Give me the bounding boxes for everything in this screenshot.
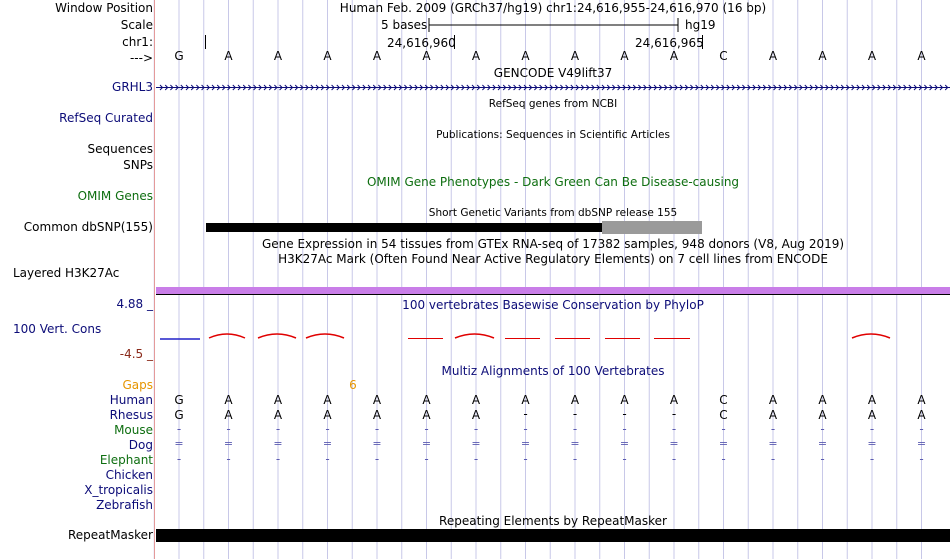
reference-base: G: [174, 49, 184, 63]
alignment-base: -: [622, 422, 627, 436]
alignment-base: =: [916, 437, 927, 450]
phylop-positive-peak: [258, 334, 296, 338]
alignment-base: =: [273, 437, 283, 450]
alignment-base: -: [473, 452, 479, 466]
track-title-refseq: RefSeq genes from NCBI: [488, 98, 618, 110]
reference-base: A: [521, 49, 530, 63]
alignment-base: =: [718, 437, 729, 450]
alignment-base: -: [523, 422, 528, 436]
species-label-zebrafish[interactable]: Zebrafish: [96, 498, 153, 512]
reference-base: A: [570, 49, 580, 63]
alignment-base: A: [867, 408, 877, 422]
reference-base: A: [669, 49, 679, 63]
alignment-base: A: [917, 393, 926, 407]
alignment-base: -: [671, 422, 677, 436]
alignment-base: -: [424, 452, 429, 466]
alignment-base: =: [570, 437, 580, 450]
phylop-positive-peak: [852, 334, 890, 338]
alignment-base: =: [768, 437, 778, 450]
alignment-base: -: [523, 452, 528, 466]
scale-label: Scale: [120, 18, 153, 32]
alignment-base: A: [372, 393, 382, 407]
track-label-grhl3[interactable]: GRHL3: [112, 80, 153, 94]
phylop-positive-peak: [455, 334, 494, 338]
reference-base: A: [867, 49, 877, 63]
track-title-omim: OMIM Gene Phenotypes - Dark Green Can Be Disease-causing: [366, 175, 740, 189]
phylop-max-label: 4.88 _: [116, 297, 153, 311]
reference-base: A: [768, 49, 778, 63]
alignment-base: A: [273, 408, 283, 422]
track-label-100-vert-cons[interactable]: 100 Vert. Cons: [13, 322, 102, 336]
gaps-label: Gaps: [122, 378, 153, 392]
reference-base: A: [372, 49, 382, 63]
reference-base: A: [422, 49, 431, 63]
alignment-base: -: [176, 452, 182, 466]
alignment-base: G: [174, 393, 184, 407]
window-position-text: Human Feb. 2009 (GRCh37/hg19) chr1:24,616,955-24,616,970 (16 bp): [339, 1, 767, 15]
alignment-base: =: [471, 437, 481, 450]
alignment-base: =: [223, 437, 234, 450]
alignment-base: A: [273, 393, 283, 407]
alignment-base: =: [421, 437, 432, 450]
alignment-base: C: [719, 408, 728, 422]
alignment-base: G: [174, 408, 184, 422]
track-title-multiz: Multiz Alignments of 100 Vertebrates: [441, 364, 665, 378]
alignment-base: A: [224, 393, 233, 407]
track-title-gtex: Gene Expression in 54 tissues from GTEx RNA-seq of 17382 samples, 948 donors (V8, Aug 2019): [261, 237, 845, 251]
track-label-snps[interactable]: SNPs: [123, 158, 153, 172]
reference-base: A: [273, 49, 283, 63]
alignment-base: -: [523, 407, 528, 421]
alignment-base: -: [374, 422, 380, 436]
alignment-base: -: [820, 422, 825, 436]
h3k27ac-signal: [156, 287, 950, 294]
reference-base: C: [719, 49, 728, 63]
alignment-base: -: [325, 422, 330, 436]
phylop-positive-peak: [306, 334, 344, 338]
track-title-phylop: 100 vertebrates Basewise Conservation by PhyloP: [402, 298, 704, 312]
species-label-x_tropicalis[interactable]: X_tropicalis: [84, 483, 153, 497]
track-title-repeatmasker: Repeating Elements by RepeatMasker: [439, 514, 667, 528]
species-label-human[interactable]: Human: [109, 393, 153, 407]
species-label-dog[interactable]: Dog: [128, 438, 153, 452]
alignment-base: -: [275, 422, 281, 436]
alignment-base: A: [372, 408, 382, 422]
alignment-base: -: [622, 452, 627, 466]
alignment-base: A: [570, 393, 580, 407]
alignment-base: -: [176, 422, 182, 436]
alignment-base: -: [721, 452, 726, 466]
alignment-base: A: [917, 408, 926, 422]
alignment-base: -: [226, 422, 231, 436]
alignment-base: -: [721, 422, 726, 436]
alignment-base: -: [671, 452, 677, 466]
chrom-label: chr1:: [122, 35, 153, 49]
repeatmasker-element[interactable]: [156, 529, 950, 542]
track-label-refseq-curated[interactable]: RefSeq Curated: [59, 111, 153, 125]
reference-base: A: [323, 49, 332, 63]
alignment-base: A: [422, 393, 431, 407]
alignment-base: A: [620, 393, 629, 407]
alignment-base: A: [669, 393, 679, 407]
species-label-mouse[interactable]: Mouse: [114, 423, 153, 437]
alignment-base: A: [818, 393, 827, 407]
species-label-chicken[interactable]: Chicken: [105, 468, 153, 482]
alignment-base: -: [374, 452, 380, 466]
reference-base: A: [818, 49, 827, 63]
track-label-layered-h3k27ac[interactable]: Layered H3K27Ac: [13, 266, 120, 280]
scale-assembly: hg19: [685, 18, 716, 32]
alignment-base: =: [817, 437, 828, 450]
alignment-base: A: [323, 393, 332, 407]
alignment-base: A: [768, 408, 778, 422]
alignment-base: -: [919, 452, 924, 466]
strand-label: --->: [129, 51, 153, 65]
alignment-base: C: [719, 393, 728, 407]
alignment-base: A: [818, 408, 827, 422]
alignment-base: -: [770, 452, 776, 466]
track-title-dbsnp: Short Genetic Variants from dbSNP release 155: [428, 207, 678, 219]
track-title-publications: Publications: Sequences in Scientific Articles: [436, 129, 670, 141]
alignment-base: -: [820, 452, 825, 466]
alignment-base: -: [572, 407, 578, 421]
track-title-h3k27ac: H3K27Ac Mark (Often Found Near Active Regulatory Elements) on 7 cell lines from ENCODE: [278, 252, 828, 266]
window-position-label: Window Position: [55, 1, 153, 15]
track-label-sequences[interactable]: Sequences: [87, 142, 153, 156]
alignment-base: -: [226, 452, 231, 466]
alignment-base: =: [322, 437, 333, 450]
reference-base: A: [224, 49, 233, 63]
alignment-base: A: [867, 393, 877, 407]
phylop-positive-peak: [209, 334, 245, 338]
alignment-base: A: [471, 408, 481, 422]
species-label-rhesus[interactable]: Rhesus: [109, 408, 153, 422]
alignment-base: =: [619, 437, 630, 450]
track-label-omim-genes[interactable]: OMIM Genes: [77, 189, 153, 203]
alignment-base: =: [372, 437, 382, 450]
alignment-base: A: [768, 393, 778, 407]
alignment-base: -: [275, 452, 281, 466]
species-label-elephant[interactable]: Elephant: [99, 453, 153, 467]
reference-base: A: [917, 49, 926, 63]
alignment-base: =: [520, 437, 531, 450]
alignment-base: -: [572, 422, 578, 436]
track-label-common-dbsnp[interactable]: Common dbSNP(155): [23, 220, 153, 234]
gene-feature-grhl3[interactable]: [156, 85, 950, 90]
coordinate-label-2: 24,616,965: [635, 36, 704, 50]
alignment-base: A: [323, 408, 332, 422]
alignment-base: -: [572, 452, 578, 466]
alignment-base: A: [224, 408, 233, 422]
alignment-base: A: [422, 408, 431, 422]
alignment-base: -: [473, 422, 479, 436]
alignment-base: A: [521, 393, 530, 407]
alignment-base: -: [770, 422, 776, 436]
scale-text: 5 bases: [381, 18, 428, 32]
alignment-base: =: [867, 437, 877, 450]
coordinate-label-1: 24,616,960: [387, 36, 456, 50]
track-title-gencode: GENCODE V49lift37: [493, 66, 613, 80]
track-label-repeatmasker[interactable]: RepeatMasker: [67, 528, 153, 542]
alignment-base: -: [325, 452, 330, 466]
alignment-base: -: [869, 452, 875, 466]
alignment-base: -: [919, 422, 924, 436]
alignment-base: =: [669, 437, 679, 450]
alignment-base: =: [174, 437, 184, 450]
alignment-base: -: [671, 407, 677, 421]
alignment-base: -: [869, 422, 875, 436]
alignment-base: A: [471, 393, 481, 407]
alignment-base: -: [622, 407, 627, 421]
gaps-value: 6: [349, 378, 357, 392]
phylop-min-label: -4.5 _: [119, 347, 153, 361]
reference-base: A: [620, 49, 629, 63]
reference-base: A: [471, 49, 481, 63]
alignment-base: -: [424, 422, 429, 436]
